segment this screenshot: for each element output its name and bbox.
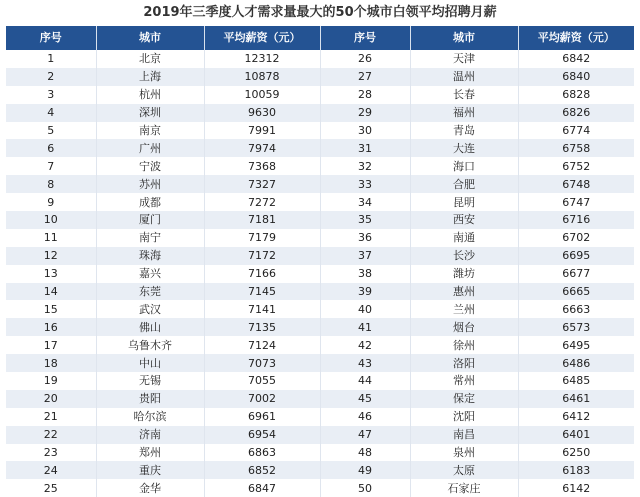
rank-cell: 35: [320, 211, 410, 229]
salary-cell: 7974: [204, 139, 320, 157]
salary-cell: 9630: [204, 104, 320, 122]
rank-cell: 4: [6, 104, 96, 122]
salary-cell: 6142: [518, 479, 634, 497]
city-cell: 苏州: [96, 175, 204, 193]
header-rank-right: 序号: [320, 26, 410, 50]
table-row: [6, 139, 634, 157]
rank-cell: 5: [6, 122, 96, 140]
city-cell: 南宁: [96, 229, 204, 247]
rank-cell: 2: [6, 68, 96, 86]
city-cell: 北京: [96, 50, 204, 68]
city-cell: 哈尔滨: [96, 408, 204, 426]
salary-cell: 6847: [204, 479, 320, 497]
city-cell: 天津: [410, 50, 518, 68]
salary-cell: 6774: [518, 122, 634, 140]
salary-table: [6, 26, 634, 497]
salary-cell: 6752: [518, 157, 634, 175]
salary-cell: 10059: [204, 86, 320, 104]
city-cell: 厦门: [96, 211, 204, 229]
table-row: [6, 461, 634, 479]
salary-cell: 6748: [518, 175, 634, 193]
rank-cell: 10: [6, 211, 96, 229]
table-row: [6, 104, 634, 122]
table-row: [6, 408, 634, 426]
city-cell: 温州: [410, 68, 518, 86]
salary-cell: 6826: [518, 104, 634, 122]
salary-cell: 7179: [204, 229, 320, 247]
table-row: [6, 318, 634, 336]
rank-cell: 23: [6, 444, 96, 462]
salary-cell: 6401: [518, 426, 634, 444]
salary-cell: 6495: [518, 336, 634, 354]
rank-cell: 46: [320, 408, 410, 426]
salary-cell: 7181: [204, 211, 320, 229]
rank-cell: 47: [320, 426, 410, 444]
rank-cell: 15: [6, 300, 96, 318]
salary-cell: 7055: [204, 372, 320, 390]
city-cell: 长春: [410, 86, 518, 104]
city-cell: 大连: [410, 139, 518, 157]
city-cell: 贵阳: [96, 390, 204, 408]
table-row: [6, 193, 634, 211]
city-cell: 昆明: [410, 193, 518, 211]
rank-cell: 31: [320, 139, 410, 157]
salary-cell: 7124: [204, 336, 320, 354]
city-cell: 成都: [96, 193, 204, 211]
table-row: [6, 444, 634, 462]
rank-cell: 43: [320, 354, 410, 372]
table-row: [6, 157, 634, 175]
salary-cell: 6840: [518, 68, 634, 86]
table-row: [6, 300, 634, 318]
table-title: 2019年三季度人才需求量最大的50个城市白领平均招聘月薪: [143, 5, 497, 20]
rank-cell: 39: [320, 283, 410, 301]
rank-cell: 32: [320, 157, 410, 175]
rank-cell: 29: [320, 104, 410, 122]
salary-cell: 6412: [518, 408, 634, 426]
salary-cell: 6828: [518, 86, 634, 104]
table-row: [6, 336, 634, 354]
salary-cell: 6747: [518, 193, 634, 211]
city-cell: 嘉兴: [96, 265, 204, 283]
rank-cell: 9: [6, 193, 96, 211]
city-cell: 常州: [410, 372, 518, 390]
salary-cell: 6954: [204, 426, 320, 444]
city-cell: 徐州: [410, 336, 518, 354]
salary-cell: 6677: [518, 265, 634, 283]
city-cell: 广州: [96, 139, 204, 157]
rank-cell: 50: [320, 479, 410, 497]
salary-cell: 7368: [204, 157, 320, 175]
salary-cell: 7272: [204, 193, 320, 211]
header-city-left: 城市: [96, 26, 204, 50]
table-row: [6, 354, 634, 372]
salary-cell: 6852: [204, 461, 320, 479]
city-cell: 乌鲁木齐: [96, 336, 204, 354]
city-cell: 杭州: [96, 86, 204, 104]
city-cell: 宁波: [96, 157, 204, 175]
rank-cell: 48: [320, 444, 410, 462]
salary-cell: 7327: [204, 175, 320, 193]
salary-cell: 6842: [518, 50, 634, 68]
table-row: [6, 265, 634, 283]
salary-cell: 6461: [518, 390, 634, 408]
rank-cell: 6: [6, 139, 96, 157]
salary-cell: 6695: [518, 247, 634, 265]
city-cell: 福州: [410, 104, 518, 122]
rank-cell: 20: [6, 390, 96, 408]
table-row: [6, 229, 634, 247]
city-cell: 珠海: [96, 247, 204, 265]
city-cell: 兰州: [410, 300, 518, 318]
rank-cell: 37: [320, 247, 410, 265]
city-cell: 佛山: [96, 318, 204, 336]
city-cell: 潍坊: [410, 265, 518, 283]
salary-cell: 6716: [518, 211, 634, 229]
salary-cell: 6183: [518, 461, 634, 479]
city-cell: 东莞: [96, 283, 204, 301]
salary-cell: 7166: [204, 265, 320, 283]
city-cell: 南京: [96, 122, 204, 140]
rank-cell: 30: [320, 122, 410, 140]
table-row: [6, 426, 634, 444]
rank-cell: 3: [6, 86, 96, 104]
city-cell: 惠州: [410, 283, 518, 301]
salary-cell: 7002: [204, 390, 320, 408]
rank-cell: 44: [320, 372, 410, 390]
rank-cell: 12: [6, 247, 96, 265]
city-cell: 重庆: [96, 461, 204, 479]
city-cell: 中山: [96, 354, 204, 372]
rank-cell: 49: [320, 461, 410, 479]
city-cell: 上海: [96, 68, 204, 86]
rank-cell: 24: [6, 461, 96, 479]
salary-cell: 6863: [204, 444, 320, 462]
city-cell: 金华: [96, 479, 204, 497]
city-cell: 海口: [410, 157, 518, 175]
city-cell: 泉州: [410, 444, 518, 462]
rank-cell: 13: [6, 265, 96, 283]
city-cell: 青岛: [410, 122, 518, 140]
city-cell: 烟台: [410, 318, 518, 336]
salary-cell: 7145: [204, 283, 320, 301]
rank-cell: 19: [6, 372, 96, 390]
rank-cell: 26: [320, 50, 410, 68]
rank-cell: 16: [6, 318, 96, 336]
rank-cell: 7: [6, 157, 96, 175]
header-salary-right: 平均薪资（元）: [518, 26, 634, 50]
table-row: [6, 86, 634, 104]
rank-cell: 40: [320, 300, 410, 318]
city-cell: 石家庄: [410, 479, 518, 497]
city-cell: 郑州: [96, 444, 204, 462]
rank-cell: 27: [320, 68, 410, 86]
salary-cell: 6702: [518, 229, 634, 247]
salary-cell: 10878: [204, 68, 320, 86]
city-cell: 洛阳: [410, 354, 518, 372]
table-row: [6, 283, 634, 301]
rank-cell: 11: [6, 229, 96, 247]
city-cell: 沈阳: [410, 408, 518, 426]
city-cell: 南昌: [410, 426, 518, 444]
salary-cell: 6486: [518, 354, 634, 372]
table-row: [6, 50, 634, 68]
table-row: [6, 211, 634, 229]
rank-cell: 1: [6, 50, 96, 68]
city-cell: 济南: [96, 426, 204, 444]
city-cell: 保定: [410, 390, 518, 408]
table-row: [6, 247, 634, 265]
city-cell: 西安: [410, 211, 518, 229]
table-row: [6, 122, 634, 140]
table-row: [6, 175, 634, 193]
salary-cell: 7073: [204, 354, 320, 372]
salary-cell: 6665: [518, 283, 634, 301]
city-cell: 武汉: [96, 300, 204, 318]
salary-cell: 12312: [204, 50, 320, 68]
salary-cell: 6573: [518, 318, 634, 336]
header-salary-left: 平均薪资（元）: [204, 26, 320, 50]
rank-cell: 45: [320, 390, 410, 408]
salary-cell: 6758: [518, 139, 634, 157]
table-row: [6, 479, 634, 497]
table-row: [6, 372, 634, 390]
rank-cell: 17: [6, 336, 96, 354]
rank-cell: 34: [320, 193, 410, 211]
rank-cell: 42: [320, 336, 410, 354]
salary-cell: 6961: [204, 408, 320, 426]
city-cell: 长沙: [410, 247, 518, 265]
table-row: [6, 68, 634, 86]
table-header-row: [6, 26, 634, 50]
salary-cell: 6250: [518, 444, 634, 462]
rank-cell: 38: [320, 265, 410, 283]
salary-cell: 7141: [204, 300, 320, 318]
rank-cell: 33: [320, 175, 410, 193]
rank-cell: 18: [6, 354, 96, 372]
city-cell: 合肥: [410, 175, 518, 193]
header-rank-left: 序号: [6, 26, 96, 50]
rank-cell: 21: [6, 408, 96, 426]
rank-cell: 36: [320, 229, 410, 247]
rank-cell: 41: [320, 318, 410, 336]
salary-cell: 7135: [204, 318, 320, 336]
rank-cell: 22: [6, 426, 96, 444]
salary-cell: 6485: [518, 372, 634, 390]
rank-cell: 25: [6, 479, 96, 497]
salary-cell: 7172: [204, 247, 320, 265]
table-body: [6, 50, 634, 497]
city-cell: 南通: [410, 229, 518, 247]
city-cell: 深圳: [96, 104, 204, 122]
city-cell: 无锡: [96, 372, 204, 390]
salary-cell: 7991: [204, 122, 320, 140]
rank-cell: 28: [320, 86, 410, 104]
city-cell: 太原: [410, 461, 518, 479]
rank-cell: 8: [6, 175, 96, 193]
header-city-right: 城市: [410, 26, 518, 50]
salary-cell: 6663: [518, 300, 634, 318]
table-row: [6, 390, 634, 408]
rank-cell: 14: [6, 283, 96, 301]
